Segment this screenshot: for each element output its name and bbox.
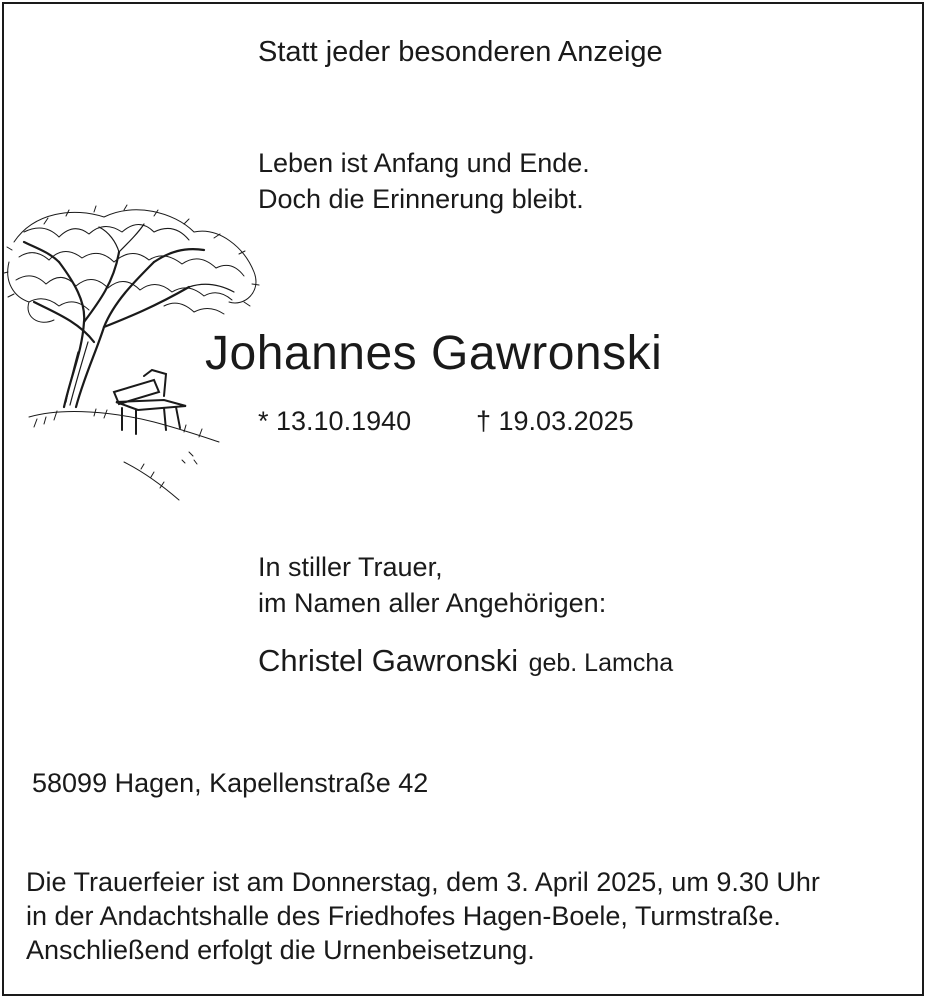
signer-birth-name: geb. Lamcha <box>528 649 674 677</box>
death-date: † 19.03.2025 <box>476 406 634 436</box>
address: 58099 Hagen, Kapellenstraße 42 <box>32 768 429 798</box>
signer-name: Christel Gawronski <box>258 643 519 678</box>
ceremony-details: Die Trauerfeier ist am Donnerstag, dem 3. April 2025, um 9.30 Uhr in der Andachtshalle des Friedhofes Hagen-Boele, Turmstraße. Anschließend erfolgt die Urnenbeisetzung. <box>26 867 820 965</box>
signer <box>258 643 673 679</box>
memorial-motto: Leben ist Anfang und Ende. Doch die Erinnerung bleibt. <box>258 148 590 214</box>
mourning-text: In stiller Trauer, im Namen aller Angehörigen: <box>258 552 607 618</box>
birth-date: * 13.10.1940 <box>258 406 412 436</box>
deceased-name: Johannes Gawronski <box>205 327 663 380</box>
notice-heading: Statt jeder besonderen Anzeige <box>258 36 663 68</box>
